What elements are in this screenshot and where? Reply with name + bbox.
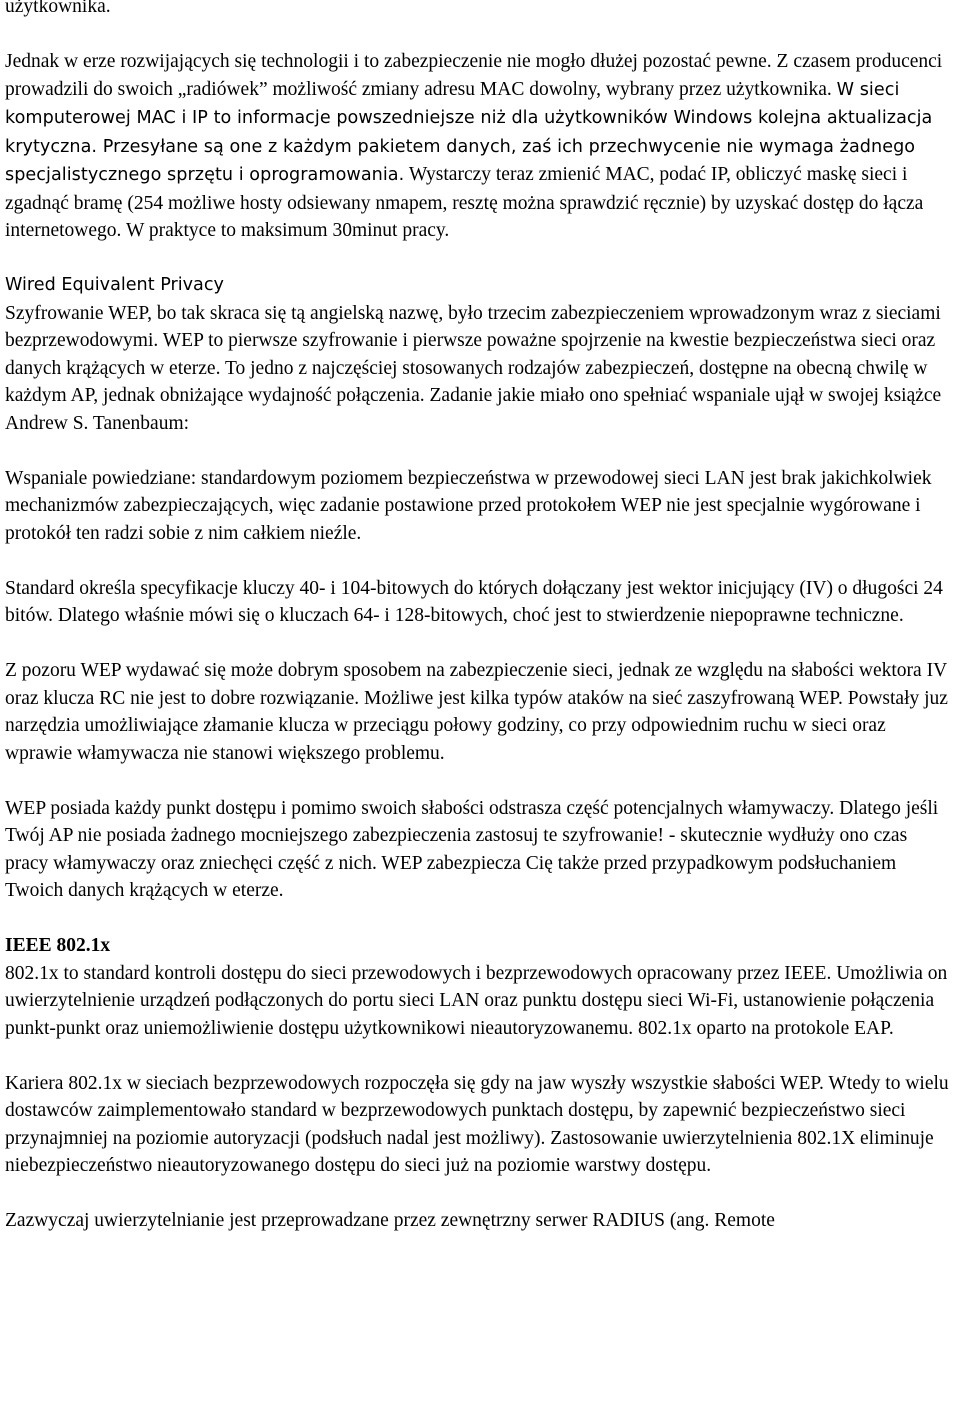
paragraph-quote <box>5 465 955 548</box>
paragraph-text: Jednak w erze rozwijających się technologii i to zabezpieczenie nie mogło dłużej pozostać pewne. Z czasem producenci prowadzili do swoich „radiówek” możliwość zmiany adresu MAC dowolny, wybrany przez użytkownika. <box>5 51 943 100</box>
section-ieee <box>5 932 955 1042</box>
paragraph-radius <box>5 1207 955 1235</box>
paragraph-text: użytkownika. <box>5 0 111 17</box>
paragraph-continuation <box>5 0 955 21</box>
paragraph-wep-advice <box>5 795 955 905</box>
section-wep <box>5 272 955 437</box>
paragraph-text: Szyfrowanie WEP, bo tak skraca się tą angielską nazwę, było trzecim zabezpieczeniem wprowadzonym wraz z sieciami bezprzewodowymi. WEP to pierwsze szyfrowanie i pierwsze poważne spojrzenie na kwestie bezpieczeństwa sieci oraz danych krążących w eterze. To jedno z najczęściej stosowanych rodzajów zabezpieczeń, dostępne na obecną chwilę w każdym AP, jednak obniżające wydajność połączenia. Zadanie jakie miało ono spełniać wspaniale ujął w swojej książce Andrew S. Tanenbaum: <box>5 302 942 434</box>
paragraph-weaknesses <box>5 657 955 767</box>
paragraph-text: Standard określa specyfikacje kluczy 40- i 104-bitowych do których dołączany jest wektor inicjujący (IV) o długości 24 bitów. Dlatego właśnie mówi się o kluczach 64- i 128-bitowych, choć jest to stwierdzenie niepoprawne techniczne. <box>5 577 943 626</box>
paragraph-text: Kariera 802.1x w sieciach bezprzewodowych rozpoczęła się gdy na jaw wyszły wszystkie słabości WEP. Wtedy to wielu dostawców zaimplementowało standard w bezprzewodowych punktach dostępu, by zapewnić bezpieczeństwo sieci przynajmniej na poziomie autoryzacji (podsłuch nadal jest możliwy). Zastosowanie uwierzytelnienia 802.1X eliminuje niebezpieczeństwo nieautoryzowanego dostępu do sieci już na poziomie warstwy dostępu. <box>5 1072 949 1176</box>
section-heading-ieee: IEEE 802.1x <box>5 935 111 956</box>
document-page <box>5 0 955 1235</box>
paragraph-text: WEP posiada każdy punkt dostępu i pomimo swoich słabości odstrasza część potencjalnych włamywaczy. Dlatego jeśli Twój AP nie posiada żadnego mocniejszego zabezpieczenia zastosuj te szyfrowanie! - skutecznie wydłuży ono czas pracy włamywaczy oraz zniechęci część z nich. WEP zabezpiecza Cię także przed przypadkowym podsłuchaniem Twoich danych krążących w eterze. <box>5 797 939 901</box>
paragraph-text: Wspaniale powiedziane: standardowym poziomem bezpieczeństwa w przewodowej sieci LAN jest brak jakichkolwiek mechanizmów zabezpieczających, więc zadanie postawione przed protokołem WEP nie jest specjalnie wygórowane i protokół ten radzi sobie z nim całkiem nieźle. <box>5 467 932 544</box>
paragraph-mac-spoofing <box>5 48 955 245</box>
paragraph-standard <box>5 575 955 630</box>
paragraph-text: Zazwyczaj uwierzytelnianie jest przeprowadzane przez zewnętrzny serwer RADIUS (ang. Remote <box>5 1210 775 1231</box>
paragraph-text: 802.1x to standard kontroli dostępu do sieci przewodowych i bezprzewodowych opracowany przez IEEE. Umożliwia on uwierzytelnienie urządzeń podłączonych do portu sieci LAN oraz punktu dostępu sieci Wi-Fi, ustanowienie połączenia punkt-punkt oraz uniemożliwienie dostępu użytkownikowi nieautoryzowanemu. 802.1x oparto na protokole EAP. <box>5 962 948 1039</box>
paragraph-career <box>5 1070 955 1180</box>
section-heading-wep: Wired Equivalent Privacy <box>5 275 224 295</box>
paragraph-text-sans: W sieci komputerowej MAC i IP to informacje powszedniejsze niż dla użytkowników Windows kolejna aktualizacja krytyczna. Przesyłane są one z każdym pakietem danych, zaś ich przechwycenie nie wymaga żadnego specjalistycznego sprzętu i oprogramowania. <box>5 79 933 185</box>
paragraph-text: Wystarczy teraz zmienić MAC, podać IP, obliczyć maskę sieci i zgadnąć bramę (254 możliwe hosty odsiewany nmapem, resztę można sprawdzić ręcznie) by uzyskać dostęp do łącza internetowego. W praktyce to maksimum 30minut pracy. <box>5 164 924 241</box>
paragraph-text: Z pozoru WEP wydawać się może dobrym sposobem na zabezpieczenie sieci, jednak ze względu na słabości wektora IV oraz klucza RC nie jest to dobre rozwiązanie. Możliwe jest kilka typów ataków na sieć zaszyfrowaną WEP. Powstały juz narzędzia umożliwiające złamanie klucza w przeciągu połowy godziny, co przy odpowiednim ruchu w sieci oraz wprawie włamywacza nie stanowi większego problemu. <box>5 660 948 764</box>
